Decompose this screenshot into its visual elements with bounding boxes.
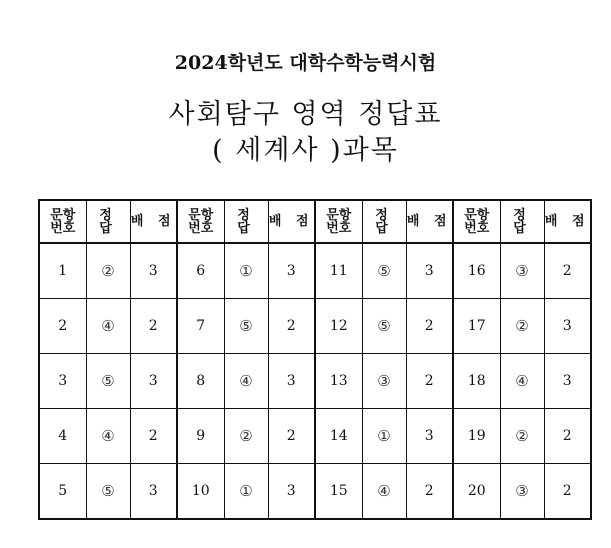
answer-cell: ② xyxy=(224,409,268,464)
question-number: 2 xyxy=(39,299,86,354)
points-cell: 2 xyxy=(406,464,453,520)
points-cell: 2 xyxy=(130,409,177,464)
column-header-number xyxy=(177,200,224,243)
exam-title: 2024학년도 대학수학능력시험 xyxy=(174,52,437,74)
table-row xyxy=(39,464,591,520)
answer-cell: ⑤ xyxy=(362,243,406,299)
column-header-answer: 정 답 xyxy=(224,200,268,243)
header-row xyxy=(39,200,591,243)
column-header-number xyxy=(315,200,362,243)
answer-cell: ④ xyxy=(86,299,130,354)
question-number: 10 xyxy=(177,464,224,520)
answer-cell: ① xyxy=(224,464,268,520)
question-number: 1 xyxy=(39,243,86,299)
course-title: ( 세계사 )과목 xyxy=(212,135,399,166)
question-number: 19 xyxy=(453,409,500,464)
question-number: 8 xyxy=(177,354,224,409)
column-header-points: 배 점 xyxy=(544,200,591,243)
question-number: 5 xyxy=(39,464,86,520)
column-header-answer: 정 답 xyxy=(500,200,544,243)
answer-cell: ⑤ xyxy=(86,354,130,409)
question-number: 16 xyxy=(453,243,500,299)
points-cell: 2 xyxy=(268,409,315,464)
answer-cell: ④ xyxy=(362,464,406,520)
table-row xyxy=(39,299,591,354)
points-cell: 2 xyxy=(406,299,453,354)
question-number: 13 xyxy=(315,354,362,409)
points-cell: 2 xyxy=(544,243,591,299)
column-header-number-line2: 번호 xyxy=(188,220,214,236)
question-number: 14 xyxy=(315,409,362,464)
points-cell: 3 xyxy=(544,354,591,409)
answer-cell: ④ xyxy=(500,354,544,409)
points-cell: 2 xyxy=(268,299,315,354)
column-header-points: 배 점 xyxy=(130,200,177,243)
question-number: 17 xyxy=(453,299,500,354)
question-number: 12 xyxy=(315,299,362,354)
answer-cell: ④ xyxy=(86,409,130,464)
answer-cell: ③ xyxy=(500,464,544,520)
answer-cell: ⑤ xyxy=(224,299,268,354)
question-number: 15 xyxy=(315,464,362,520)
column-header-number-line2: 번호 xyxy=(464,220,490,236)
points-cell: 3 xyxy=(130,354,177,409)
answer-cell: ① xyxy=(224,243,268,299)
column-header-number-line1: 문항 xyxy=(464,207,490,223)
points-cell: 3 xyxy=(268,354,315,409)
column-header-number-line2: 번호 xyxy=(326,220,352,236)
answer-cell: ③ xyxy=(362,354,406,409)
points-cell: 3 xyxy=(406,243,453,299)
column-header-number-line1: 문항 xyxy=(188,207,214,223)
points-cell: 2 xyxy=(544,409,591,464)
question-number: 6 xyxy=(177,243,224,299)
question-number: 9 xyxy=(177,409,224,464)
points-cell: 3 xyxy=(268,464,315,520)
points-cell: 2 xyxy=(544,464,591,520)
answer-cell: ③ xyxy=(500,243,544,299)
answer-cell: ⑤ xyxy=(86,464,130,520)
table-row xyxy=(39,409,591,464)
column-header-points: 배 점 xyxy=(406,200,453,243)
column-header-number-line1: 문항 xyxy=(326,207,352,223)
column-header-number-line2: 번호 xyxy=(50,220,76,236)
question-number: 4 xyxy=(39,409,86,464)
question-number: 11 xyxy=(315,243,362,299)
answer-cell: ① xyxy=(362,409,406,464)
points-cell: 3 xyxy=(544,299,591,354)
answer-cell: ④ xyxy=(224,354,268,409)
answer-cell: ② xyxy=(500,299,544,354)
column-header-number-line1: 문항 xyxy=(50,207,76,223)
question-number: 7 xyxy=(177,299,224,354)
column-header-points: 배 점 xyxy=(268,200,315,243)
points-cell: 2 xyxy=(130,299,177,354)
answer-cell: ⑤ xyxy=(362,299,406,354)
column-header-answer: 정 답 xyxy=(362,200,406,243)
question-number: 3 xyxy=(39,354,86,409)
points-cell: 3 xyxy=(406,409,453,464)
column-header-answer: 정 답 xyxy=(86,200,130,243)
subject-title: 사회탐구 영역 정답표 xyxy=(168,99,443,130)
answer-key-table xyxy=(38,199,592,520)
points-cell: 3 xyxy=(268,243,315,299)
points-cell: 3 xyxy=(130,243,177,299)
column-header-number xyxy=(39,200,86,243)
points-cell: 2 xyxy=(406,354,453,409)
answer-cell: ② xyxy=(86,243,130,299)
question-number: 18 xyxy=(453,354,500,409)
question-number: 20 xyxy=(453,464,500,520)
table-row xyxy=(39,354,591,409)
column-header-number xyxy=(453,200,500,243)
points-cell: 3 xyxy=(130,464,177,520)
table-row xyxy=(39,243,591,299)
answer-cell: ② xyxy=(500,409,544,464)
